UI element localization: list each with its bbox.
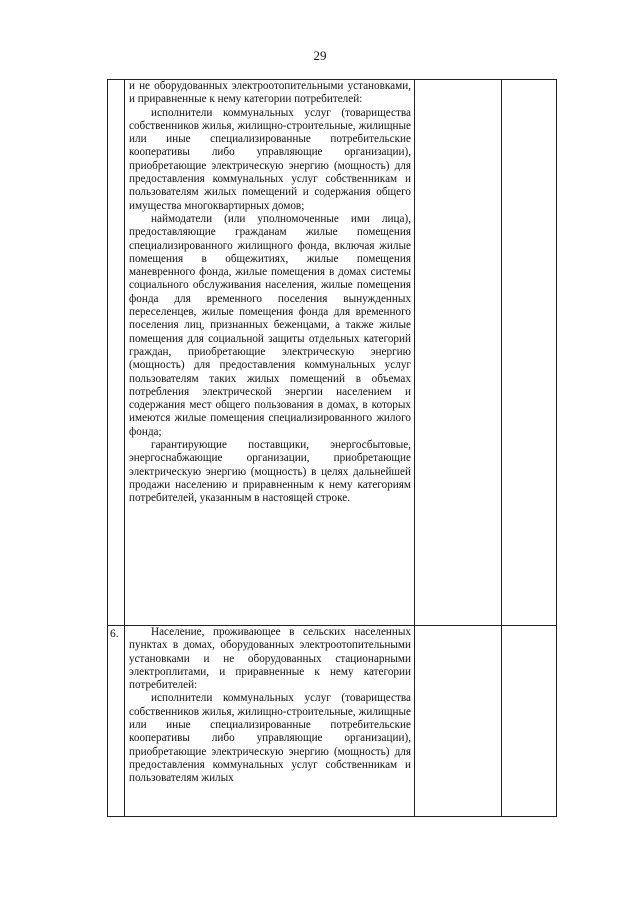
value-cell xyxy=(415,626,502,817)
value-cell xyxy=(502,626,557,817)
tariff-table xyxy=(107,79,557,817)
row-number: 6. xyxy=(110,628,119,640)
description-paragraph: и не оборудованных электроотопительными установками, и приравненные к нему категории потребителей: xyxy=(129,80,411,106)
description-paragraph: исполнители коммунальных услуг (товарищества собственников жилья, жилищно-строительные, жилищные или иные специализированные потребительские кооперативы либо управляющие организации), приобретающие электрическую энергию (мощность) для предоставления коммунальных услуг собственникам и пользователям жилых помещений и содержания общего имущества многоквартирных домов; xyxy=(129,106,411,212)
table-row xyxy=(108,626,557,817)
description-cell xyxy=(125,626,415,817)
description-paragraph: наймодатели (или уполномоченные ими лица), предоставляющие гражданам жилые помещения специализированного жилищного фонда, включая жилые помещения в общежитиях, жилые помещения маневренного фонда, жилые помещения в домах системы социального обслуживания населения, жилые помещения фонда для временного поселения вынужденных переселенцев, жилые помещения фонда для временного поселения лиц, признанных беженцами, а также жилые помещения для социальной защиты отдельных категорий граждан, приобретающие электрическую энергию (мощность) для предоставления коммунальных услуг пользователям таких жилых помещений в объемах потребления электрической энергии населением и содержания мест общего пользования в домах, в которых имеются жилые помещения специализированного жилого фонда; xyxy=(129,212,411,438)
description-paragraph: Население, проживающее в сельских населенных пунктах в домах, оборудованных электроотопительными установками и не оборудованных стационарными электроплитами, и приравненные к нему категории потребителей: xyxy=(129,626,411,692)
description-paragraph: исполнители коммунальных услуг (товарищества собственников жилья, жилищно-строительные, жилищные или иные специализированные потребительские кооперативы либо управляющие организации), приобретающие электрическую энергию (мощность) для предоставления коммунальных услуг собственникам и пользователям жилых xyxy=(129,692,411,785)
table-row xyxy=(108,80,557,626)
description-paragraph: гарантирующие поставщики, энергосбытовые, энергоснабжающие организации, приобретающие электрическую энергию (мощность) в целях дальнейшей продажи населению и приравненным к нему категориям потребителей, указанным в настоящей строке. xyxy=(129,439,411,505)
value-cell xyxy=(502,80,557,626)
description-cell xyxy=(125,80,415,626)
page-number: 29 xyxy=(313,48,327,63)
row-number xyxy=(108,80,124,82)
row-number-cell xyxy=(108,626,125,817)
row-number-cell xyxy=(108,80,125,626)
value-cell xyxy=(415,80,502,626)
